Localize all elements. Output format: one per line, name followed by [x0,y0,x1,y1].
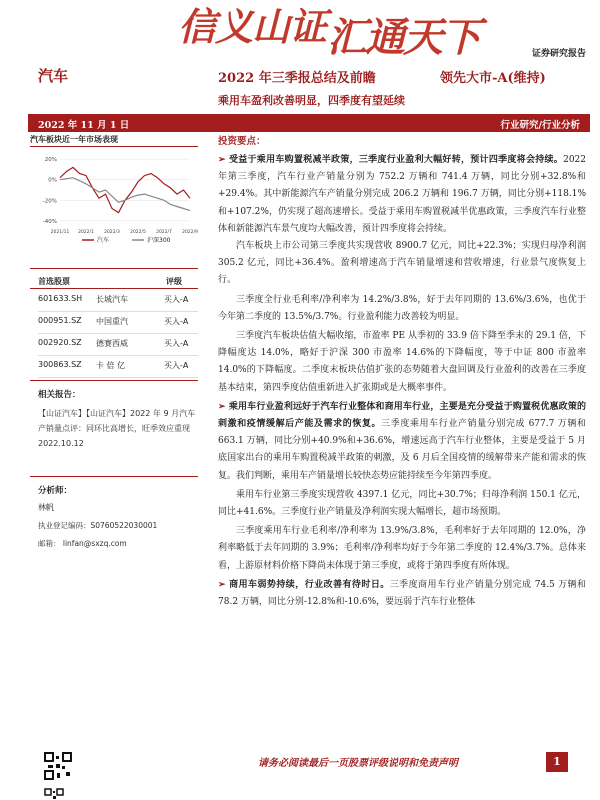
qr-code-icon [44,788,64,800]
paragraph: 三季度乘用车行业毛利率/净利率为 13.9%/3.8%，毛利率好于去年同期的 12.0%，净利率略低于去年同期的 3.9%；毛利率/净利率均好于今年第二季度的 12.4%/3.7%。总体来看，上游原材料价格下降尚未体现于第三季度，或将于第四季度有所体现。 [218,526,586,571]
paragraph [218,152,586,238]
company-logo: 信义山证 [178,5,327,49]
x-tick-label: 2022/3 [104,230,120,235]
stocks-header [38,276,182,287]
banner [0,0,600,62]
analyst-email[interactable]: 邮箱： linfan@sxzq.com [38,539,127,548]
main-content [218,134,586,611]
arrow-icon: ➢ [218,579,230,590]
industry-rating: 领先大市-A(维持) [440,71,546,86]
disclaimer-link[interactable]: 请务必阅读最后一页股票评级说明和免责声明 [258,758,458,769]
page-number: 1 [546,752,568,772]
stock-code: 000951.SZ [38,316,82,325]
arrow-icon: ➢ [218,401,229,412]
paragraph: 三季度汽车板块估值大幅收缩，市盈率 PE 从季初的 33.9 倍下降至季末的 29.1 倍，下降幅度达 14.0%，略好于沪深 300 市盈率 14.6%的下降幅度，等于中证 800 市盈率 14.0%的下降幅度。二季度末板块估值扩张的态势随着大盘回调及行业盈利的改善在三季度基本结束，第四季度估值重新进入扩张期或是大概率事件。 [218,331,586,393]
paragraph [218,577,586,611]
table-row [38,334,198,356]
divider [30,146,198,147]
report-type: 证券研究报告 [531,49,586,59]
analyst-title: 分析师： [38,486,73,496]
stock-name: 中国重汽 [96,317,128,326]
series-line-csi300 [60,178,190,211]
date-bar [28,114,590,132]
x-tick-label: 2022/5 [130,230,146,235]
paragraph: 三季度全行业毛利率/净利率为 14.2%/3.8%，好于去年同期的 13.6%/3.6%，也优于今年第二季度的 13.5%/3.7%。行业盈利能力改善较为明显。 [218,294,586,322]
stock-rating: 买入-A [164,295,189,304]
x-tick-label: 2022/1 [78,230,94,235]
stock-table [38,290,198,378]
market-performance-chart [30,148,198,244]
divider [30,380,198,381]
stock-name: 长城汽车 [96,295,128,304]
analyst-name: 林帆 [38,503,54,512]
stocks-header-label: 首选股票 [38,277,70,286]
paragraph-body: 2022 年第三季度，汽车行业产销量分别为 752.2 万辆和 741.4 万辆，同比分别+32.8%和+29.4%。其中新能源汽车产销量分别完成 206.2 万辆和 196.7 万辆，同比分别+118.1%和+107.2%，仍实现了超高速增长。受益于乘用车购置税减半优惠政策，三季度汽车行业整体和新能源汽车景气度均大幅改善，预计四季度将会持续。 [218,155,586,234]
y-tick-label: 0% [48,177,57,184]
chart-lines [60,167,190,212]
stock-code: 300863.SZ [38,360,82,369]
y-tick-label: 20% [44,157,57,164]
related-reports-title: 相关报告： [38,390,81,400]
y-tick-label: -20% [42,198,57,205]
title-bar [0,62,600,88]
stock-rating: 买入-A [164,339,189,348]
series-line-auto [60,167,190,212]
paragraph: 乘用车行业第三季度实现营收 4397.1 亿元，同比+30.7%；归母净利润 150.1 亿元，同比+41.6%。三季度行业产销量及净利润实现大幅增长，超市场预期。 [218,489,586,518]
paragraph-lead: 乘用车行业盈利远好于汽车行业整体和商用车行业，主要是充分受益于购置税优惠政策的刺激和疫情缓解后产能及需求的恢复。 [218,401,586,430]
chart-grid [60,159,190,221]
paragraph-body: 三季度商用车行业产销量分别完成 74.5 万辆和 78.2 万辆，同比分别-12.8%和-10.6%，要远弱于汽车行业整体 [218,579,586,608]
rating-header-label: 评级 [166,277,182,286]
chart-legend [82,236,171,244]
paragraph-body: 三季度乘用车行业产销量分别完成 677.7 万辆和 663.1 万辆，同比分别+40.9%和+36.6%，增速远高于汽车行业整体，主要是受益于 5 月底国家出台的乘用车购置税减半政策的刺激，及 6 月后全国疫情的缓解带来产能和需求的恢复。我们判断，乘用车产销量增长较快态势应能持续至今年第四季度。 [218,419,586,481]
industry-name: 汽车 [38,67,69,85]
table-row [38,290,198,312]
stock-name: 德赛西威 [96,339,128,348]
stock-name: 卡 倍 亿 [96,361,126,370]
chart-y-ticks [43,157,57,225]
report-subtitle: 乘用车盈利改善明显，四季度有望延续 [218,94,405,107]
footer [28,752,590,774]
paragraph-lead: 商用车弱势持续，行业改善有待时日。 [229,579,390,590]
stock-code: 002920.SZ [38,338,82,347]
y-tick-label: -40% [42,218,57,225]
x-tick-label: 2022/9 [182,230,198,235]
arrow-icon: ➢ [218,155,229,165]
stock-rating: 买入-A [164,317,189,326]
report-category: 行业研究/行业分析 [500,120,580,131]
paragraph [218,399,586,485]
chart-x-ticks [51,229,198,235]
divider [30,268,198,269]
legend-label: 汽车 [97,237,110,244]
stock-code: 601633.SH [38,294,83,303]
paragraph: 汽车板块上市公司第三季度共实现营收 8900.7 亿元，同比+22.3%；实现归母净利润 305.2 亿元，同比+36.4%。盈利增速高于汽车销量增速和营收增速，行业景气度恢复上行。 [218,241,586,286]
sidebar [30,134,198,145]
related-report-link[interactable]: 【山证汽车】【山证汽车】2022 年 9 月汽车产销量点评：同环比高增长，旺季效应重现 2022.10.12 [38,409,196,448]
divider [30,288,198,289]
analyst-cert: 执业登记编码：S0760522030001 [38,521,158,530]
report-title: 2022 年三季报总结及前瞻 [218,71,376,86]
report-date: 2022 年 11 月 1 日 [38,120,130,131]
paragraph-lead: 受益于乘用车购置税减半政策，三季度行业盈利大幅好转，预计四季度将会持续。 [228,155,564,165]
slogan-logo: 汇通天下 [327,15,479,61]
divider [30,476,198,477]
table-row [38,312,198,334]
legend-label: 沪深300 [147,237,171,244]
table-row [38,356,198,378]
x-tick-label: 2021/11 [50,230,70,235]
stock-rating: 买入-A [164,361,189,370]
chart-title: 汽车板块近一年市场表现 [30,135,118,144]
x-tick-label: 2022/7 [156,230,172,235]
investment-points-title: 投资要点： [218,136,266,147]
